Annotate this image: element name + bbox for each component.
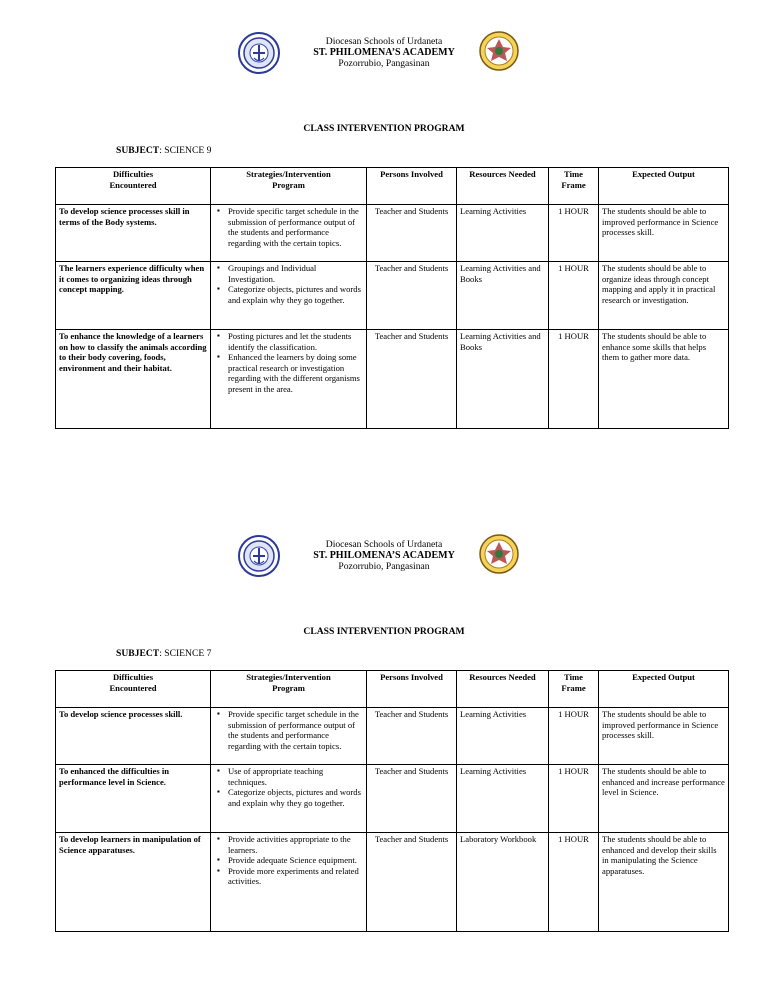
- header-text: [0, 539, 768, 572]
- resources-cell: Learning Activities: [457, 765, 549, 833]
- school-location: Pozorrubio, Pangasinan: [338, 561, 430, 572]
- expected-output-cell: The students should be able to enhanced and develop their skills in manipulating the Science apparatuses.: [599, 833, 729, 932]
- table-header-row: [56, 168, 729, 205]
- time-frame-cell: 1 HOUR: [549, 262, 599, 330]
- subject-value: : SCIENCE 9: [159, 145, 212, 156]
- persons-cell: Teacher and Students: [367, 205, 457, 262]
- persons-cell: Teacher and Students: [367, 708, 457, 765]
- difficulty-cell: The learners experience difficulty when it comes to organizing ideas through concept mapping.: [56, 262, 211, 330]
- subject-label: SUBJECT: [116, 648, 160, 659]
- strategies-cell: [211, 708, 367, 765]
- strategies-cell: [211, 205, 367, 262]
- academy-seal-icon: [478, 30, 520, 72]
- strategies-cell: [211, 330, 367, 429]
- resources-cell: Learning Activities: [457, 708, 549, 765]
- strategies-cell: [211, 262, 367, 330]
- column-header: Strategies/Intervention Program: [211, 168, 367, 205]
- strategy-item: ▪ Categorize objects, pictures and words and explain why they go together.: [228, 787, 363, 808]
- difficulty-cell: To develop science processes skill.: [56, 708, 211, 765]
- time-frame-cell: 1 HOUR: [549, 205, 599, 262]
- strategy-item: ▪ Provide specific target schedule in the submission of performance output of the students and performance regarding with the certain topics.: [228, 206, 363, 248]
- strategy-item: ▪ Categorize objects, pictures and words and explain why they go together.: [228, 284, 363, 305]
- time-frame-cell: 1 HOUR: [549, 708, 599, 765]
- expected-output-cell: The students should be able to enhance some skills that helps them to gather more data.: [599, 330, 729, 429]
- resources-cell: Learning Activities and Books: [457, 262, 549, 330]
- resources-cell: Learning Activities and Books: [457, 330, 549, 429]
- strategy-item: ▪ Posting pictures and let the students identify the classification.: [228, 331, 363, 352]
- diocese-name: Diocesan Schools of Urdaneta: [325, 36, 443, 47]
- strategies-list: [214, 709, 363, 751]
- resources-cell: Learning Activities: [457, 205, 549, 262]
- strategy-item: ▪ Provide specific target schedule in the submission of performance output of the students and performance regarding with the certain topics.: [228, 709, 363, 751]
- table-row: [56, 833, 729, 932]
- column-header: Persons Involved: [367, 671, 457, 708]
- column-header: Time Frame: [549, 671, 599, 708]
- persons-cell: Teacher and Students: [367, 765, 457, 833]
- school-header: [0, 28, 768, 78]
- table-row: [56, 330, 729, 429]
- column-header: Difficulties Encountered: [56, 671, 211, 708]
- difficulty-cell: To develop learners in manipulation of Science apparatuses.: [56, 833, 211, 932]
- persons-cell: Teacher and Students: [367, 833, 457, 932]
- subject-line: [116, 648, 211, 659]
- academy-seal-icon: [478, 533, 520, 575]
- intervention-table: [55, 167, 729, 429]
- subject-line: [116, 145, 211, 156]
- strategy-item: ▪ Provide more experiments and related activities.: [228, 866, 363, 887]
- column-header: Persons Involved: [367, 168, 457, 205]
- table-row: [56, 708, 729, 765]
- strategies-list: [214, 206, 363, 248]
- table-row: [56, 205, 729, 262]
- difficulty-cell: To enhance the knowledge of a learners on how to classify the animals according to their body covering, foods, environment and their habitat.: [56, 330, 211, 429]
- column-header: Time Frame: [549, 168, 599, 205]
- expected-output-cell: The students should be able to organize ideas through concept mapping and apply it in practical research or investigation.: [599, 262, 729, 330]
- column-header: Strategies/Intervention Program: [211, 671, 367, 708]
- table-row: [56, 765, 729, 833]
- strategies-cell: [211, 765, 367, 833]
- column-header: Resources Needed: [457, 671, 549, 708]
- strategies-list: [214, 263, 363, 305]
- resources-cell: Laboratory Workbook: [457, 833, 549, 932]
- strategy-item: ▪ Provide activities appropriate to the learners.: [228, 834, 363, 855]
- school-header: [0, 531, 768, 581]
- strategy-item: ▪ Provide adequate Science equipment.: [228, 855, 363, 866]
- table-body: [56, 205, 729, 429]
- program-title: CLASS INTERVENTION PROGRAM: [303, 123, 465, 134]
- time-frame-cell: 1 HOUR: [549, 833, 599, 932]
- strategy-item: ▪ Enhanced the learners by doing some practical research or investigation regarding with the different organisms present in the area.: [228, 352, 363, 394]
- expected-output-cell: The students should be able to improved performance in Science processes skill.: [599, 205, 729, 262]
- subject-label: SUBJECT: [116, 145, 160, 156]
- strategy-item: ▪ Groupings and Individual Investigation.: [228, 263, 363, 284]
- strategies-list: [214, 766, 363, 808]
- difficulty-cell: To enhanced the difficulties in performance level in Science.: [56, 765, 211, 833]
- table-header-row: [56, 671, 729, 708]
- time-frame-cell: 1 HOUR: [549, 330, 599, 429]
- persons-cell: Teacher and Students: [367, 330, 457, 429]
- expected-output-cell: The students should be able to enhanced and increase performance level in Science.: [599, 765, 729, 833]
- program-title: CLASS INTERVENTION PROGRAM: [303, 626, 465, 637]
- school-name: ST. PHILOMENA’S ACADEMY: [313, 550, 455, 561]
- subject-value: : SCIENCE 7: [159, 648, 212, 659]
- program-section: [0, 531, 768, 887]
- column-header: Expected Output: [599, 168, 729, 205]
- strategies-cell: [211, 833, 367, 932]
- school-name: ST. PHILOMENA’S ACADEMY: [313, 47, 455, 58]
- time-frame-cell: 1 HOUR: [549, 765, 599, 833]
- persons-cell: Teacher and Students: [367, 262, 457, 330]
- difficulty-cell: To develop science processes skill in terms of the Body systems.: [56, 205, 211, 262]
- table-body: [56, 708, 729, 932]
- school-location: Pozorrubio, Pangasinan: [338, 58, 430, 69]
- column-header: Resources Needed: [457, 168, 549, 205]
- table-row: [56, 262, 729, 330]
- strategy-item: ▪ Use of appropriate teaching techniques.: [228, 766, 363, 787]
- intervention-table: [55, 670, 729, 932]
- program-section: [0, 28, 768, 394]
- header-text: [0, 36, 768, 69]
- diocese-name: Diocesan Schools of Urdaneta: [325, 539, 443, 550]
- strategies-list: [214, 834, 363, 887]
- column-header: Difficulties Encountered: [56, 168, 211, 205]
- strategies-list: [214, 331, 363, 395]
- expected-output-cell: The students should be able to improved performance in Science processes skill.: [599, 708, 729, 765]
- column-header: Expected Output: [599, 671, 729, 708]
